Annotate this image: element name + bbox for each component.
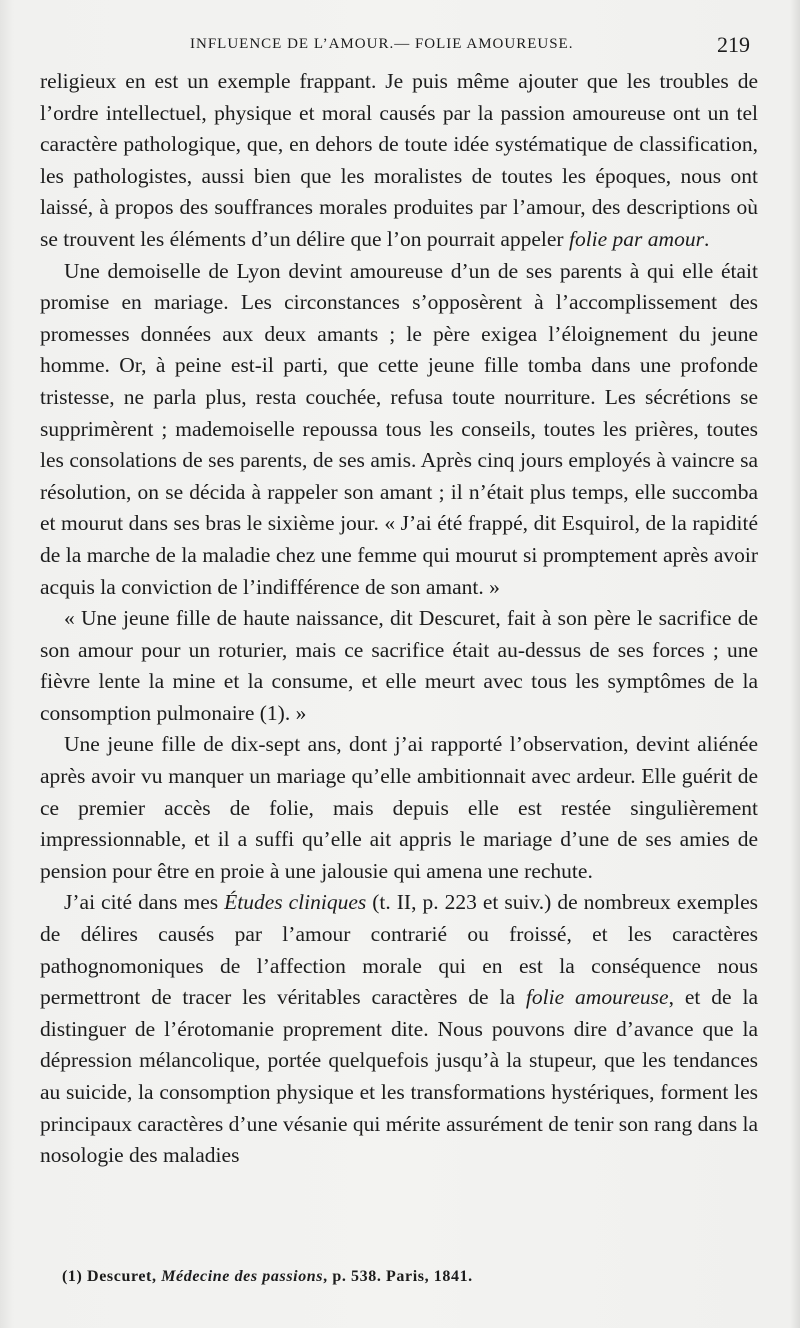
paragraph-4 bbox=[40, 729, 758, 887]
page-header bbox=[190, 32, 750, 62]
text-run: (1) Descuret, bbox=[62, 1268, 162, 1285]
footnote bbox=[62, 1268, 758, 1286]
paragraph-2 bbox=[40, 256, 758, 604]
text-run: (t. II, p. 223 et suiv.) de nombreux exemples de délires causés par l’amour contrarié ou froissé, et les caractères pathognomoniques de l’affection morale qui en est la conséquence nous permettront de tracer les véritables caractères de la bbox=[40, 890, 758, 1010]
paragraph-5 bbox=[40, 887, 758, 1171]
italic-text: Études cliniques bbox=[224, 890, 367, 915]
text-run: , p. 538. Paris, 1841. bbox=[323, 1268, 473, 1285]
text-run: J’ai cité dans mes bbox=[64, 890, 225, 915]
text-run: religieux en est un exemple frappant. Je puis même ajouter que les troubles de l’ordre intellectuel, physique et moral causés par la passion amoureuse ont un tel caractère pathologique, que, en dehors de toute idée systématique de classification, les pathologistes, aussi bien que les moralistes de toutes les époques, nous ont laissé, à propos des souffrances morales produites par l’amour, des descriptions où se trouvent les éléments d’un délire que l’on pourrait appeler bbox=[40, 69, 758, 251]
text-run: Une jeune fille de dix-sept ans, dont j’ai rapporté l’observation, devint aliénée après avoir vu manquer un mariage qu’elle ambitionnait avec ardeur. Elle guérit de ce premier accès de folie, mais depuis elle est restée singulièrement impressionnable, et il a suffi qu’elle ait appris le mariage d’une de ses amies de pension pour être en proie à une jalousie qui amena une rechute. bbox=[40, 732, 758, 883]
page-number: 219 bbox=[717, 32, 750, 57]
text-run: . bbox=[703, 226, 710, 251]
italic-text: folie amoureuse bbox=[525, 985, 669, 1010]
italic-text: folie par amour bbox=[568, 226, 704, 251]
text-run: Une demoiselle de Lyon devint amoureuse d’un de ses parents à qui elle était promise en mariage. Les circonstances s’opposèrent à l’accomplissement des promesses données aux deux amants ; le père exigea l’éloignement du jeune homme. Or, à peine est-il parti, que cette jeune fille tomba dans une profonde tristesse, ne parla plus, resta couchée, refusa toute nourriture. Les sécrétions se supprimèrent ; mademoiselle repoussa tous les conseils, toutes les prières, toutes les consolations de ses parents, de ses amis. Après cinq jours employés à vaincre sa résolution, on se décida à rappeler son amant ; il n’était plus temps, elle succomba et mourut dans ses bras le sixième jour. « J’ai été frappé, dit Esquirol, de la rapidité de la marche de la maladie chez une femme qui mourut si promptement après avoir acquis la conviction de l’indifférence de son amant. » bbox=[40, 258, 758, 599]
body-text bbox=[40, 66, 758, 1172]
paragraph-1 bbox=[40, 66, 758, 256]
paragraph-3 bbox=[40, 603, 758, 729]
text-run: « Une jeune fille de haute naissance, dit Descuret, fait à son père le sacrifice de son amour pour un roturier, mais ce sacrifice était au-dessus de ses forces ; une fièvre lente la mine et la consume, et elle meurt avec tous les symptômes de la consomption pulmonaire (1). » bbox=[40, 606, 758, 725]
italic-text: Médecine des passions bbox=[161, 1268, 324, 1285]
running-head: INFLUENCE DE L’AMOUR.— FOLIE AMOUREUSE. bbox=[190, 36, 574, 52]
text-run: , et de la distinguer de l’érotomanie proprement dite. Nous pouvons dire d’avance que la dépression mélancolique, portée quelquefois jusqu’à la stupeur, que les tendances au suicide, la consomption physique et les transformations hystériques, forment les principaux caractères d’une vésanie qui mérite assurément de tenir son rang dans la nosologie des maladies bbox=[40, 985, 759, 1168]
